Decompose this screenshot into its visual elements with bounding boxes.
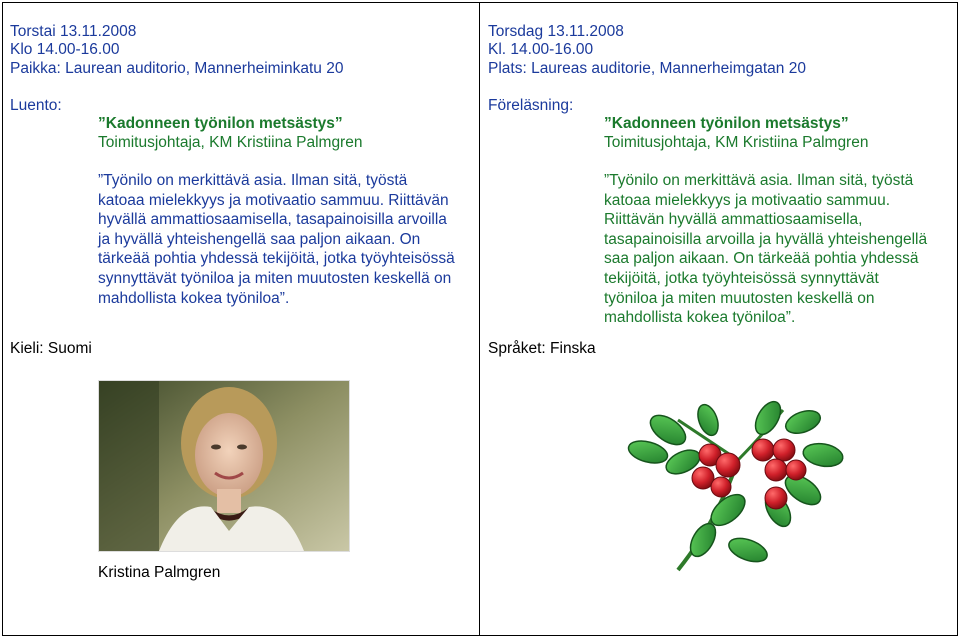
lecture-label: Föreläsning: — [488, 97, 574, 114]
lingonberry-icon — [608, 400, 858, 575]
lecture-description — [604, 171, 927, 328]
description-line: katoaa mielekkyys ja motivaatio sammuu. — [604, 191, 891, 209]
lingonberry-illustration — [608, 400, 858, 575]
speaker-photo-image — [99, 381, 349, 551]
lecture-speaker: Toimitusjohtaja, KM Kristiina Palmgren — [98, 134, 363, 151]
speaker-photo — [98, 380, 350, 552]
description-line: saa paljon aikaan. On tärkeää pohtia yhdessä — [604, 250, 919, 268]
description-line: mahdollista kokea työniloa”. — [604, 309, 796, 327]
event-place: Plats: Laureas auditorie, Mannerheimgatan 20 — [488, 60, 806, 77]
description-line: katoaa mielekkyys ja motivaatio sammuu. Riittävän — [98, 191, 449, 209]
language-label: Kieli: Suomi — [10, 340, 92, 357]
description-line: synnyttävät työniloa ja miten muutosten keskellä on — [98, 269, 452, 287]
event-time: Kl. 14.00-16.00 — [488, 41, 594, 58]
description-line: tekijöitä, jotka työyhteisössä synnyttävät — [604, 269, 879, 287]
event-date: Torsdag 13.11.2008 — [488, 23, 624, 40]
description-line: mahdollista kokea työniloa”. — [98, 289, 290, 307]
event-time: Klo 14.00-16.00 — [10, 41, 120, 58]
description-line: Riittävän hyvällä ammattiosaamisella, — [604, 211, 863, 229]
language-label: Språket: Finska — [488, 340, 596, 357]
lecture-title: ”Kadonneen työnilon metsästys” — [604, 115, 849, 132]
lecture-label: Luento: — [10, 97, 62, 114]
description-line: tärkeää pohtia yhdessä tekijöitä, jotka työyhteisössä — [98, 250, 455, 268]
event-place: Paikka: Laurean auditorio, Mannerheiminkatu 20 — [10, 60, 344, 77]
description-line: työniloa ja miten muutosten keskellä on — [604, 289, 875, 307]
description-line: ”Työnilo on merkittävä asia. Ilman sitä, työstä — [604, 172, 914, 189]
lecture-description — [98, 171, 455, 308]
description-line: hyvällä ammattiosaamisella, tasapainoisilla arvoilla — [98, 211, 447, 229]
photo-caption: Kristina Palmgren — [98, 564, 221, 581]
lecture-title: ”Kadonneen työnilon metsästys” — [98, 115, 343, 132]
description-line: tasapainoisilla arvoilla ja hyvällä yhteishengellä — [604, 230, 928, 248]
event-date: Torstai 13.11.2008 — [10, 23, 137, 40]
description-line: ”Työnilo on merkittävä asia. Ilman sitä, työstä — [98, 172, 408, 189]
lecture-speaker: Toimitusjohtaja, KM Kristiina Palmgren — [604, 134, 869, 151]
description-line: ja hyvällä yhteishengellä saa paljon aikaan. On — [98, 230, 421, 248]
column-divider — [479, 2, 480, 636]
